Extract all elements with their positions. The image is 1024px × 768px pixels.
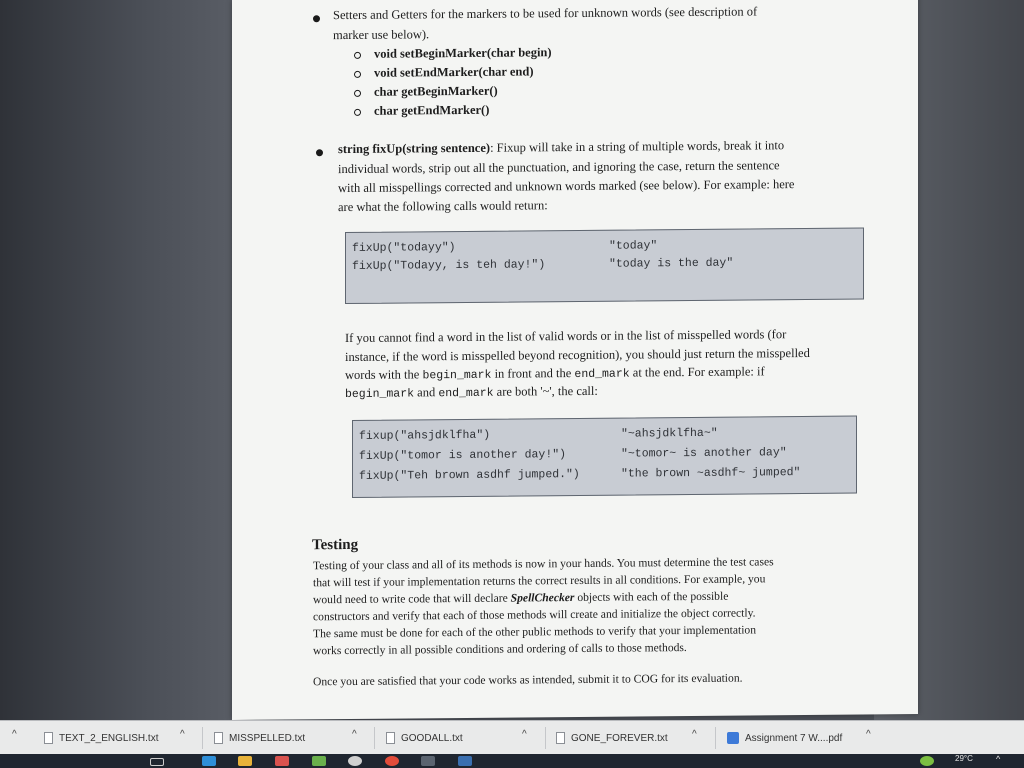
para2-line3-c: at the end. For example: if <box>629 364 765 380</box>
downloads-bar <box>0 720 1024 755</box>
method-get-end-marker: char getEndMarker() <box>374 102 490 118</box>
code-result: "today" <box>609 239 658 253</box>
download-item[interactable] <box>44 729 158 747</box>
bullet2-line4: are what the following calls would return: <box>338 198 548 215</box>
begin-mark-code: begin_mark <box>422 368 492 383</box>
chevron-up-icon[interactable]: ^ <box>692 729 697 740</box>
document-page <box>232 0 918 720</box>
code-call: fixup("ahsjdklfha") <box>359 428 491 443</box>
download-filename: GONE_FOREVER.txt <box>571 732 668 744</box>
file-icon <box>44 732 53 744</box>
method-get-begin-marker: char getBeginMarker() <box>374 83 498 99</box>
sub-bullet <box>354 71 361 78</box>
divider <box>374 727 375 749</box>
bullet-dot <box>316 149 323 156</box>
para2-line4 <box>345 383 598 403</box>
temperature: 29°C <box>955 754 973 763</box>
download-filename: Assignment 7 W....pdf <box>745 732 843 744</box>
app-icon[interactable] <box>312 756 326 766</box>
code-call: fixUp("Teh brown asdhf jumped.") <box>359 467 580 483</box>
divider <box>545 727 546 749</box>
taskbar <box>0 754 1024 768</box>
bullet1-line2: marker use below). <box>333 27 430 43</box>
gear-icon[interactable] <box>348 756 362 766</box>
folder-icon[interactable] <box>238 756 252 766</box>
testing-line3-a: would need to write code that will declare <box>313 591 511 607</box>
end-mark-code: end_mark <box>574 367 630 382</box>
code-example-1 <box>345 227 864 304</box>
download-filename: TEXT_2_ENGLISH.txt <box>59 732 159 744</box>
testing-line4: constructors and verify that each of those methods will create and initialize the object correctly. <box>313 606 756 624</box>
file-icon <box>214 732 223 744</box>
app-icon[interactable] <box>458 756 472 766</box>
task-view-icon[interactable] <box>150 758 164 766</box>
testing-line3-b: objects with each of the possible <box>574 589 729 605</box>
para2-line1: If you cannot find a word in the list of valid words or in the list of misspelled words (for <box>345 327 787 346</box>
download-item[interactable] <box>727 729 842 747</box>
para2-line3-a: words with the <box>345 367 423 383</box>
download-filename: MISSPELLED.txt <box>229 732 306 744</box>
bullet2-line1 <box>338 137 784 158</box>
app-icon[interactable] <box>920 756 934 766</box>
chevron-up-icon[interactable]: ^ <box>866 729 871 740</box>
app-icon[interactable] <box>421 756 435 766</box>
divider <box>715 727 716 749</box>
closing-line: Once you are satisfied that your code works as intended, submit it to COG for its evaluation. <box>313 671 743 689</box>
code-call: fixUp("Todayy, is teh day!") <box>352 258 546 273</box>
testing-line2: that will test if your implementation returns the correct results in all conditions. For example, you <box>313 572 766 590</box>
para2-line4-a: and <box>414 385 439 400</box>
download-item[interactable] <box>386 729 463 747</box>
download-item[interactable] <box>214 729 305 747</box>
file-icon <box>556 732 565 744</box>
code-result: "the brown ~asdhf~ jumped" <box>621 466 801 481</box>
begin-mark-code: begin_mark <box>345 387 415 402</box>
testing-heading: Testing <box>312 536 359 554</box>
method-set-begin-marker: void setBeginMarker(char begin) <box>374 45 552 61</box>
testing-line5: The same must be done for each of the other public methods to verify that your implementation <box>313 623 757 641</box>
chrome-icon[interactable] <box>385 756 399 766</box>
chevron-up-icon[interactable]: ^ <box>522 729 527 740</box>
para2-line2: instance, if the word is misspelled beyond recognition), you should just return the misspelled <box>345 345 810 365</box>
sub-bullet <box>354 52 361 59</box>
chevron-up-icon[interactable]: ^ <box>352 729 357 740</box>
end-mark-code: end_mark <box>438 386 494 401</box>
app-icon[interactable] <box>202 756 216 766</box>
para2-line4-b: are both '~', the call: <box>493 383 598 399</box>
testing-line6: works correctly in all possible conditions and ordering of calls to those methods. <box>313 641 687 658</box>
testing-line1: Testing of your class and all of its methods is now in your hands. You must determine the test cases <box>313 555 774 573</box>
spellchecker-class: SpellChecker <box>510 591 575 605</box>
download-filename: GOODALL.txt <box>401 732 463 744</box>
download-item[interactable] <box>556 729 668 747</box>
app-icon[interactable] <box>275 756 289 766</box>
code-result: "today is the day" <box>609 256 734 271</box>
bullet2-line3: with all misspellings corrected and unknown words marked (see below). For example: here <box>338 177 795 196</box>
pdf-icon <box>727 732 739 744</box>
bullet2-line1-rest: : Fixup will take in a string of multiple words, break it into <box>490 138 785 155</box>
code-example-2 <box>352 416 857 498</box>
sub-bullet <box>354 109 361 116</box>
bullet-dot <box>313 15 320 22</box>
sub-bullet <box>354 90 361 97</box>
method-set-end-marker: void setEndMarker(char end) <box>374 64 534 80</box>
code-result: "~ahsjdklfha~" <box>621 426 718 441</box>
divider <box>202 727 203 749</box>
code-call: fixUp("todayy") <box>352 241 456 255</box>
para2-line3-b: in front and the <box>491 366 575 381</box>
chevron-up-icon[interactable]: ^ <box>12 729 17 740</box>
code-call: fixUp("tomor is another day!") <box>359 448 567 463</box>
fixup-signature: string fixUp(string sentence) <box>338 140 491 157</box>
bullet1-line1: Setters and Getters for the markers to be used for unknown words (see description of <box>333 4 758 23</box>
chevron-up-icon[interactable]: ^ <box>996 754 1001 764</box>
chevron-up-icon[interactable]: ^ <box>180 729 185 740</box>
para2-line3 <box>345 363 765 385</box>
code-result: "~tomor~ is another day" <box>621 446 787 461</box>
file-icon <box>386 732 395 744</box>
background-left <box>0 0 240 720</box>
bullet2-line2: individual words, strip out all the punctuation, and ignoring the case, return the sentence <box>338 158 780 177</box>
